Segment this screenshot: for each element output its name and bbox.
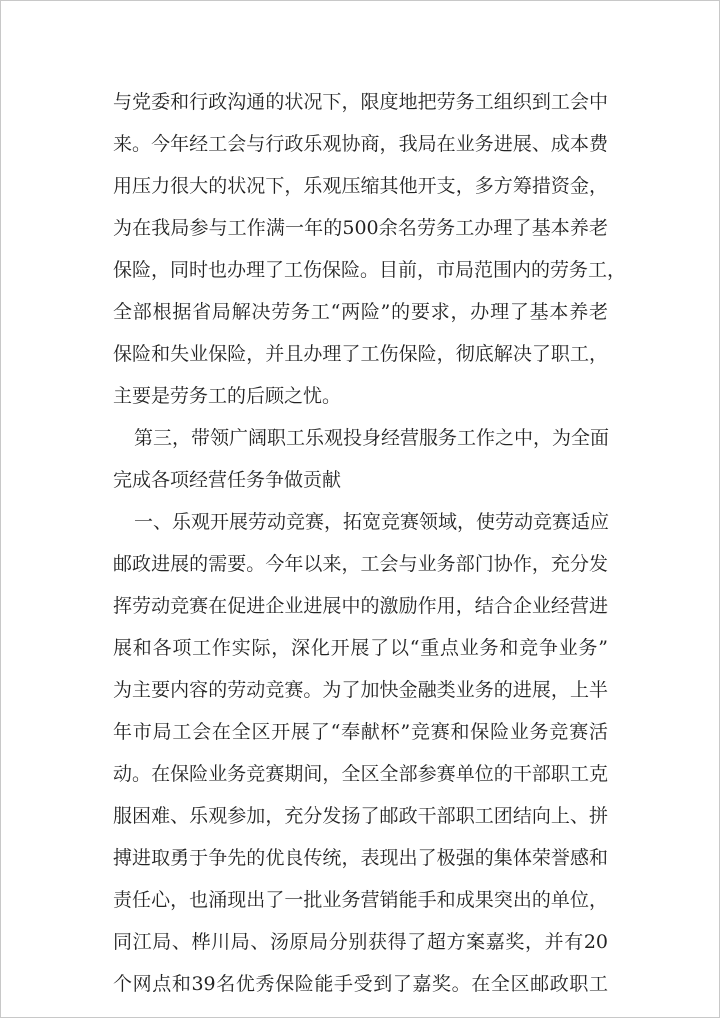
text-line: 为主要内容的劳动竞赛。为了加快金融类业务的进展，上半	[113, 679, 608, 701]
text-line: 个网点和39名优秀保险能手受到了嘉奖。在全区邮政职工	[113, 973, 608, 995]
text-line: 同江局、桦川局、汤原局分别获得了超方案嘉奖，并有20	[113, 931, 608, 953]
text-line: 责任心，也涌现出了一批业务营销能手和成果突出的单位，	[113, 889, 608, 911]
text-line: 邮政进展的需要。今年以来，工会与业务部门协作，充分发	[113, 553, 608, 575]
text-line: 展和各项工作实际，深化开展了以“重点业务和竞争业务”	[113, 637, 608, 659]
text-line: 用压力很大的状况下，乐观压缩其他开支，多方筹措资金，	[113, 175, 608, 197]
text-line: 年市局工会在全区开展了“奉献杯”竞赛和保险业务竞赛活	[113, 721, 608, 743]
text-line: 保险，同时也办理了工伤保险。目前，市局范围内的劳务工，	[113, 259, 627, 281]
text-line: 来。今年经工会与行政乐观协商，我局在业务进展、成本费	[113, 133, 608, 155]
text-line: 为在我局参与工作满一年的500余名劳务工办理了基本养老	[113, 217, 608, 239]
section-heading: 第三，带领广阔职工乐观投身经营服务工作之中，为全面	[134, 427, 610, 449]
section-heading: 完成各项经营任务争做贡献	[113, 469, 342, 491]
text-line: 动。在保险业务竞赛期间，全区全部参赛单位的干部职工克	[113, 763, 608, 785]
text-line: 一、乐观开展劳动竞赛，拓宽竞赛领域，使劳动竞赛适应	[134, 511, 610, 533]
text-line: 服困难、乐观参加，充分发扬了邮政干部职工团结向上、拼	[113, 805, 608, 827]
text-line: 主要是劳务工的后顾之忧。	[113, 385, 342, 407]
text-line: 挥劳动竞赛在促进企业进展中的激励作用，结合企业经营进	[113, 595, 608, 617]
text-line: 与党委和行政沟通的状况下，限度地把劳务工组织到工会中	[113, 91, 608, 113]
text-line: 搏进取勇于争先的优良传统，表现出了极强的集体荣誉感和	[113, 847, 608, 869]
text-line: 保险和失业保险，并且办理了工伤保险，彻底解决了职工，	[113, 343, 608, 365]
text-line: 全部根据省局解决劳务工“两险”的要求，办理了基本养老	[113, 301, 608, 323]
